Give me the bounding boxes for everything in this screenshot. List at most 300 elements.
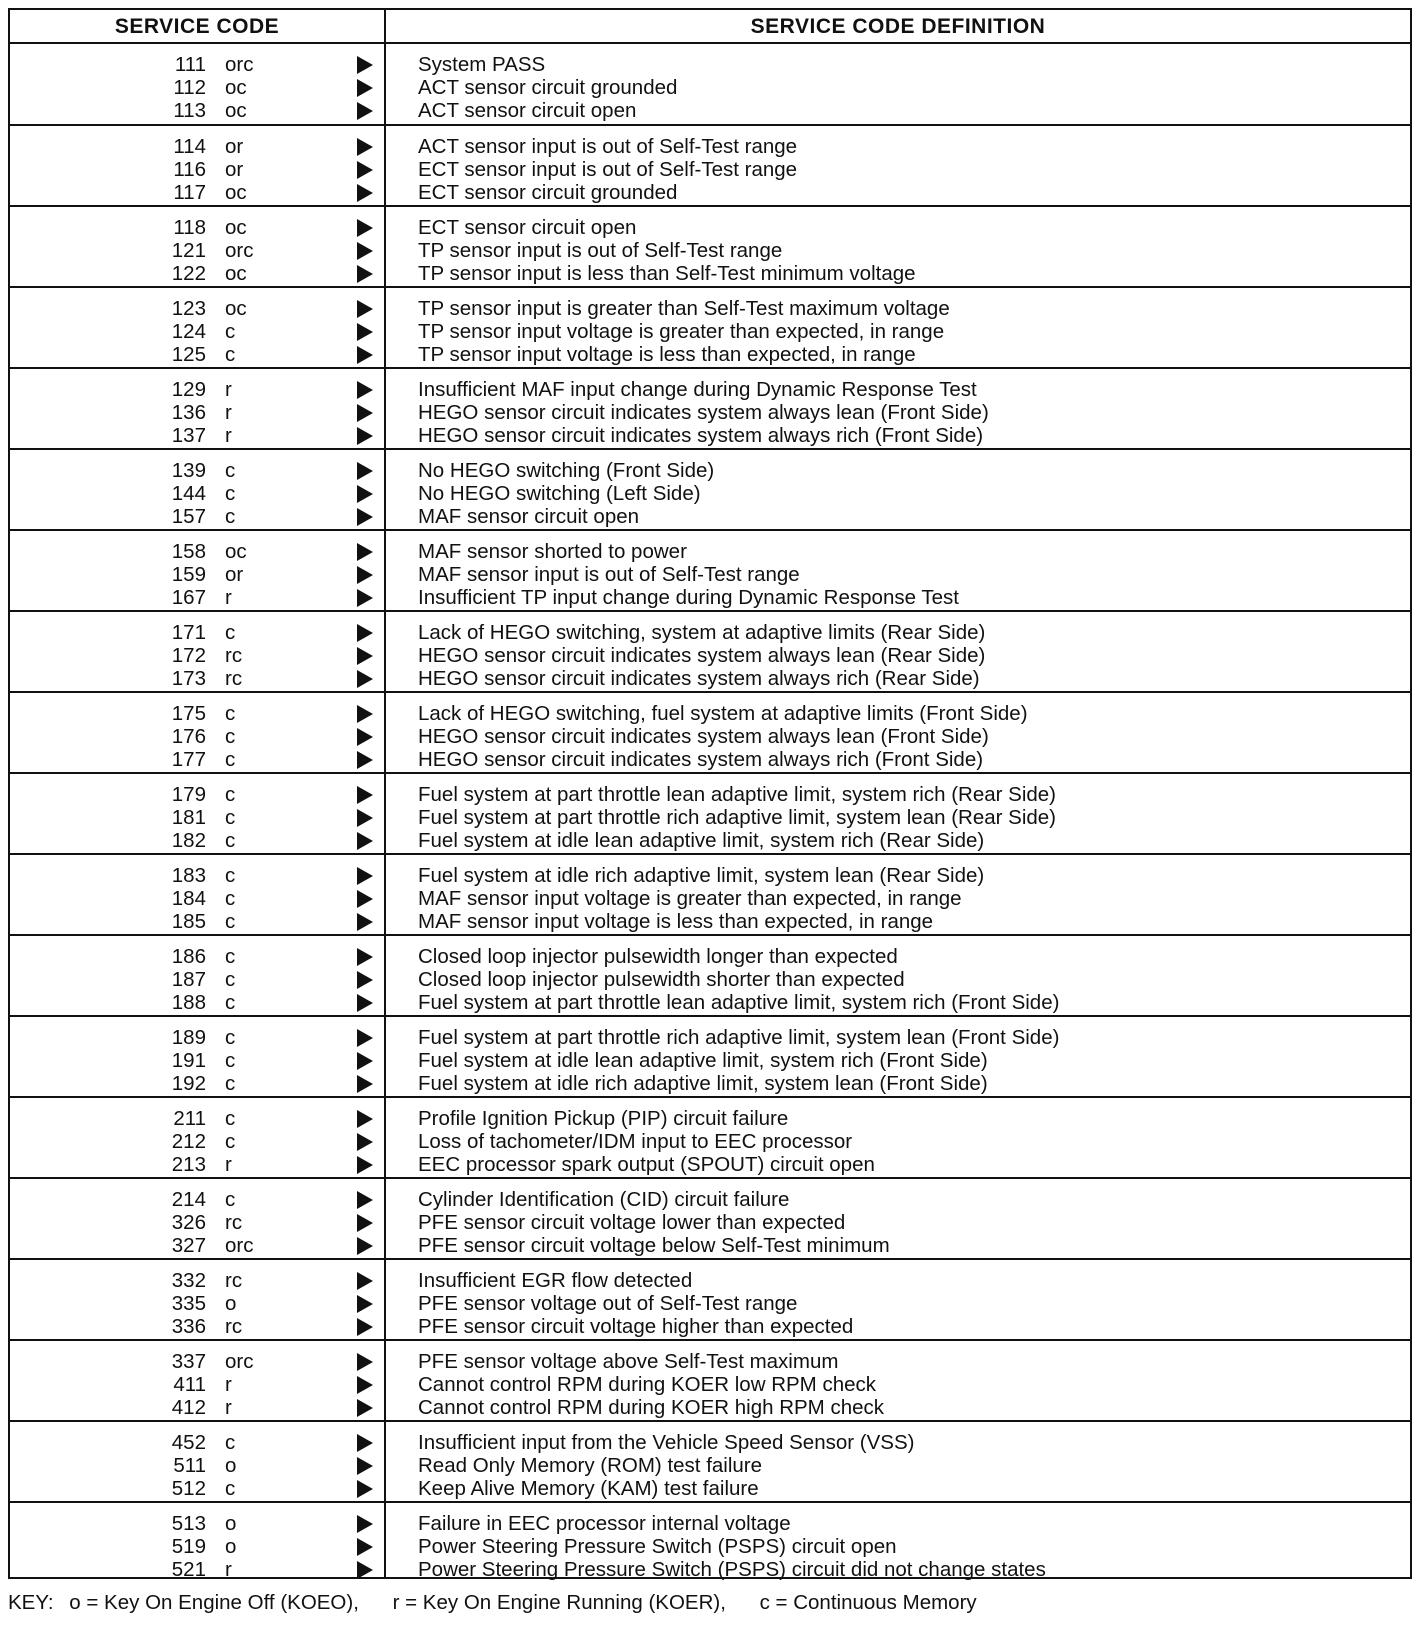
service-code: 159: [171, 563, 206, 586]
test-mode: c: [225, 1107, 236, 1130]
test-mode: r: [225, 378, 232, 401]
test-mode: o: [225, 1512, 237, 1535]
table-row: [10, 262, 1410, 285]
test-mode: r: [225, 1153, 232, 1176]
test-mode: oc: [225, 181, 247, 204]
arrow-right-icon: [357, 346, 373, 364]
arrow-right-icon: [357, 265, 373, 283]
code-definition: Read Only Memory (ROM) test failure: [418, 1454, 763, 1477]
table-row: [10, 99, 1410, 122]
table-row: [10, 53, 1410, 76]
table-row: [10, 1188, 1410, 1211]
code-group: [10, 1015, 1410, 1096]
code-definition: Power Steering Pressure Switch (PSPS) circuit open: [418, 1535, 897, 1558]
service-code: 211: [173, 1107, 206, 1130]
code-definition: HEGO sensor circuit indicates system always rich (Front Side): [418, 424, 984, 447]
arrow-right-icon: [357, 566, 373, 584]
service-code: 129: [171, 378, 206, 401]
header-service-code-definition: SERVICE CODE DEFINITION: [750, 15, 1046, 38]
table-row: [10, 401, 1410, 424]
service-code: 117: [173, 181, 206, 204]
code-definition: ECT sensor circuit open: [418, 216, 637, 239]
table-row: [10, 482, 1410, 505]
test-mode: c: [225, 945, 236, 968]
arrow-right-icon: [357, 381, 373, 399]
table-row: [10, 135, 1410, 158]
code-definition: Fuel system at idle rich adaptive limit, system lean (Front Side): [418, 1072, 988, 1095]
table-row: [10, 829, 1410, 852]
test-mode: c: [225, 748, 236, 771]
arrow-right-icon: [357, 1237, 373, 1255]
test-mode: rc: [225, 1211, 243, 1234]
code-definition: Fuel system at part throttle rich adaptive limit, system lean (Rear Side): [418, 806, 1057, 829]
table-row: [10, 1477, 1410, 1500]
test-mode: c: [225, 1431, 236, 1454]
service-code: 336: [171, 1315, 206, 1338]
table-row: [10, 424, 1410, 447]
code-group: [10, 853, 1410, 934]
code-definition: System PASS: [418, 53, 546, 76]
test-mode: c: [225, 320, 236, 343]
code-definition: TP sensor input is less than Self-Test minimum voltage: [418, 262, 916, 285]
code-definition: HEGO sensor circuit indicates system always lean (Front Side): [418, 401, 989, 424]
test-mode: c: [225, 1477, 236, 1500]
test-mode: c: [225, 887, 236, 910]
service-code: 167: [171, 586, 206, 609]
service-code: 114: [173, 135, 206, 158]
test-mode: or: [225, 158, 244, 181]
arrow-right-icon: [357, 1353, 373, 1371]
header-service-code: SERVICE CODE: [114, 15, 280, 38]
test-mode: oc: [225, 297, 247, 320]
test-mode: or: [225, 135, 244, 158]
arrow-right-icon: [357, 890, 373, 908]
table-row: [10, 1234, 1410, 1257]
table-row: [10, 158, 1410, 181]
test-mode: rc: [225, 1315, 243, 1338]
test-mode: c: [225, 725, 236, 748]
table-row: [10, 806, 1410, 829]
code-definition: Fuel system at idle lean adaptive limit, system rich (Front Side): [418, 1049, 988, 1072]
arrow-right-icon: [357, 1434, 373, 1452]
arrow-right-icon: [357, 242, 373, 260]
code-definition: Fuel system at part throttle lean adaptive limit, system rich (Front Side): [418, 991, 1060, 1014]
table-row: [10, 748, 1410, 771]
test-mode: oc: [225, 99, 247, 122]
service-code: 183: [171, 864, 206, 887]
table-row: [10, 297, 1410, 320]
code-definition: Insufficient MAF input change during Dynamic Response Test: [418, 378, 977, 401]
arrow-right-icon: [357, 913, 373, 931]
table-row: [10, 1373, 1410, 1396]
code-definition: PFE sensor circuit voltage below Self-Test minimum: [418, 1234, 890, 1257]
table-row: [10, 1315, 1410, 1338]
code-definition: Keep Alive Memory (KAM) test failure: [418, 1477, 759, 1500]
code-definition: ECT sensor circuit grounded: [418, 181, 678, 204]
code-definition: No HEGO switching (Front Side): [418, 459, 715, 482]
code-definition: Fuel system at idle lean adaptive limit, system rich (Rear Side): [418, 829, 985, 852]
test-mode: rc: [225, 667, 243, 690]
code-definition: Cannot control RPM during KOER low RPM check: [418, 1373, 877, 1396]
arrow-right-icon: [357, 79, 373, 97]
arrow-right-icon: [357, 705, 373, 723]
code-definition: PFE sensor voltage above Self-Test maximum: [418, 1350, 839, 1373]
table-row: [10, 702, 1410, 725]
table-row: [10, 459, 1410, 482]
test-mode: c: [225, 1188, 236, 1211]
table-row: [10, 968, 1410, 991]
test-mode: c: [225, 910, 236, 933]
arrow-right-icon: [357, 1133, 373, 1151]
service-code: 137: [171, 424, 206, 447]
table-row: [10, 343, 1410, 366]
code-definition: Loss of tachometer/IDM input to EEC processor: [418, 1130, 853, 1153]
test-mode: c: [225, 459, 236, 482]
service-code: 326: [171, 1211, 206, 1234]
service-code: 521: [171, 1558, 206, 1581]
table-row: [10, 1350, 1410, 1373]
test-mode: rc: [225, 1269, 243, 1292]
table-row: [10, 540, 1410, 563]
arrow-right-icon: [357, 1052, 373, 1070]
code-definition: Power Steering Pressure Switch (PSPS) circuit did not change states: [418, 1558, 1046, 1581]
table-row: [10, 725, 1410, 748]
arrow-right-icon: [357, 485, 373, 503]
table-row: [10, 887, 1410, 910]
table-row: [10, 644, 1410, 667]
table-row: [10, 76, 1410, 99]
code-definition: TP sensor input voltage is greater than expected, in range: [418, 320, 945, 343]
table-row: [10, 864, 1410, 887]
code-group: [10, 124, 1410, 205]
table-row: [10, 1153, 1410, 1176]
arrow-right-icon: [357, 1295, 373, 1313]
service-code: 158: [171, 540, 206, 563]
service-code: 172: [171, 644, 206, 667]
test-mode: r: [225, 401, 232, 424]
test-mode: c: [225, 806, 236, 829]
code-group: [10, 1501, 1410, 1582]
test-mode: oc: [225, 262, 247, 285]
key-legend: [8, 1591, 977, 1615]
code-definition: MAF sensor input is out of Self-Test range: [418, 563, 800, 586]
key-o: o = Key On Engine Off (KOEO),: [69, 1591, 359, 1614]
service-code-table: [8, 8, 1412, 1579]
code-definition: Profile Ignition Pickup (PIP) circuit failure: [418, 1107, 789, 1130]
table-row: [10, 1292, 1410, 1315]
service-code: 118: [173, 216, 206, 239]
table-row: [10, 505, 1410, 528]
code-group: [10, 448, 1410, 529]
service-code: 187: [171, 968, 206, 991]
code-definition: HEGO sensor circuit indicates system always lean (Front Side): [418, 725, 989, 748]
key-label: KEY:: [8, 1591, 54, 1614]
arrow-right-icon: [357, 589, 373, 607]
table-row: [10, 945, 1410, 968]
code-definition: No HEGO switching (Left Side): [418, 482, 701, 505]
test-mode: c: [225, 829, 236, 852]
service-code: 337: [171, 1350, 206, 1373]
service-code: 192: [171, 1072, 206, 1095]
table-row: [10, 378, 1410, 401]
arrow-right-icon: [357, 161, 373, 179]
arrow-right-icon: [357, 427, 373, 445]
test-mode: c: [225, 1130, 236, 1153]
test-mode: orc: [225, 1350, 254, 1373]
test-mode: o: [225, 1292, 237, 1315]
table-row: [10, 1512, 1410, 1535]
arrow-right-icon: [357, 728, 373, 746]
service-code: 184: [171, 887, 206, 910]
code-definition: Closed loop injector pulsewidth longer than expected: [418, 945, 898, 968]
service-code: 213: [171, 1153, 206, 1176]
code-definition: HEGO sensor circuit indicates system always lean (Rear Side): [418, 644, 986, 667]
service-code: 335: [171, 1292, 206, 1315]
arrow-right-icon: [357, 1191, 373, 1209]
service-code: 181: [171, 806, 206, 829]
code-definition: Insufficient input from the Vehicle Speed Sensor (VSS): [418, 1431, 915, 1454]
table-row: [10, 216, 1410, 239]
table-row: [10, 1211, 1410, 1234]
test-mode: orc: [225, 239, 254, 262]
arrow-right-icon: [357, 300, 373, 318]
test-mode: o: [225, 1454, 237, 1477]
test-mode: r: [225, 586, 232, 609]
arrow-right-icon: [357, 751, 373, 769]
test-mode: c: [225, 482, 236, 505]
test-mode: c: [225, 1072, 236, 1095]
arrow-right-icon: [357, 809, 373, 827]
service-code: 124: [171, 320, 206, 343]
arrow-right-icon: [357, 1515, 373, 1533]
test-mode: o: [225, 1535, 237, 1558]
key-c: c = Continuous Memory: [759, 1591, 977, 1614]
arrow-right-icon: [357, 1399, 373, 1417]
code-definition: Insufficient TP input change during Dynamic Response Test: [418, 586, 959, 609]
table-row: [10, 320, 1410, 343]
service-code: 139: [171, 459, 206, 482]
test-mode: oc: [225, 216, 247, 239]
code-definition: PFE sensor circuit voltage lower than expected: [418, 1211, 846, 1234]
arrow-right-icon: [357, 1156, 373, 1174]
code-group: [10, 1096, 1410, 1177]
code-definition: Cannot control RPM during KOER high RPM check: [418, 1396, 885, 1419]
service-code: 185: [171, 910, 206, 933]
service-code: 121: [171, 239, 206, 262]
arrow-right-icon: [357, 670, 373, 688]
arrow-right-icon: [357, 508, 373, 526]
service-code: 176: [171, 725, 206, 748]
service-code: 189: [171, 1026, 206, 1049]
code-definition: ACT sensor circuit grounded: [418, 76, 678, 99]
arrow-right-icon: [357, 56, 373, 74]
test-mode: c: [225, 505, 236, 528]
service-code: 173: [171, 667, 206, 690]
arrow-right-icon: [357, 323, 373, 341]
code-definition: Closed loop injector pulsewidth shorter than expected: [418, 968, 905, 991]
table-row: [10, 239, 1410, 262]
arrow-right-icon: [357, 1376, 373, 1394]
table-row: [10, 667, 1410, 690]
arrow-right-icon: [357, 1110, 373, 1128]
arrow-right-icon: [357, 948, 373, 966]
code-definition: TP sensor input is greater than Self-Test maximum voltage: [418, 297, 950, 320]
code-group: [10, 1177, 1410, 1258]
test-mode: c: [225, 1049, 236, 1072]
code-definition: MAF sensor circuit open: [418, 505, 640, 528]
code-definition: MAF sensor input voltage is greater than expected, in range: [418, 887, 962, 910]
code-group: [10, 529, 1410, 610]
service-code: 212: [171, 1130, 206, 1153]
code-group: [10, 1420, 1410, 1501]
service-code: 144: [171, 482, 206, 505]
code-definition: PFE sensor circuit voltage higher than expected: [418, 1315, 854, 1338]
service-code: 136: [171, 401, 206, 424]
test-mode: c: [225, 864, 236, 887]
table-row: [10, 910, 1410, 933]
code-group: [10, 286, 1410, 367]
test-mode: rc: [225, 644, 243, 667]
arrow-right-icon: [357, 219, 373, 237]
test-mode: c: [225, 783, 236, 806]
arrow-right-icon: [357, 624, 373, 642]
arrow-right-icon: [357, 1538, 373, 1556]
service-code: 327: [171, 1234, 206, 1257]
table-row: [10, 1049, 1410, 1072]
code-definition: TP sensor input voltage is less than expected, in range: [418, 343, 916, 366]
arrow-right-icon: [357, 404, 373, 422]
arrow-right-icon: [357, 462, 373, 480]
code-group: [10, 1339, 1410, 1420]
code-definition: PFE sensor voltage out of Self-Test range: [418, 1292, 798, 1315]
service-code: 179: [171, 783, 206, 806]
service-code: 111: [174, 53, 206, 76]
table-row: [10, 1454, 1410, 1477]
service-code: 513: [171, 1512, 206, 1535]
arrow-right-icon: [357, 1075, 373, 1093]
code-definition: TP sensor input is out of Self-Test range: [418, 239, 783, 262]
arrow-right-icon: [357, 647, 373, 665]
code-group: [10, 934, 1410, 1015]
table-row: [10, 1269, 1410, 1292]
table-row: [10, 1130, 1410, 1153]
table-row: [10, 1026, 1410, 1049]
table-row: [10, 1107, 1410, 1130]
service-code: 177: [171, 748, 206, 771]
arrow-right-icon: [357, 867, 373, 885]
service-code: 519: [171, 1535, 206, 1558]
test-mode: r: [225, 1558, 232, 1581]
arrow-right-icon: [357, 1457, 373, 1475]
test-mode: r: [225, 1396, 232, 1419]
arrow-right-icon: [357, 994, 373, 1012]
arrow-right-icon: [357, 1318, 373, 1336]
test-mode: c: [225, 621, 236, 644]
service-code: 512: [171, 1477, 206, 1500]
test-mode: or: [225, 563, 244, 586]
service-code: 122: [171, 262, 206, 285]
code-definition: MAF sensor shorted to power: [418, 540, 687, 563]
code-definition: Insufficient EGR flow detected: [418, 1269, 693, 1292]
arrow-right-icon: [357, 832, 373, 850]
service-code: 214: [171, 1188, 206, 1211]
test-mode: orc: [225, 1234, 254, 1257]
key-r: r = Key On Engine Running (KOER),: [392, 1591, 726, 1614]
table-row: [10, 783, 1410, 806]
table-row: [10, 1558, 1410, 1581]
code-group: [10, 44, 1410, 125]
code-definition: ACT sensor input is out of Self-Test range: [418, 135, 798, 158]
test-mode: c: [225, 991, 236, 1014]
test-mode: oc: [225, 540, 247, 563]
service-code: 125: [171, 343, 206, 366]
code-definition: Fuel system at part throttle rich adaptive limit, system lean (Front Side): [418, 1026, 1060, 1049]
table-row: [10, 1072, 1410, 1095]
arrow-right-icon: [357, 1272, 373, 1290]
table-row: [10, 181, 1410, 204]
code-group: [10, 772, 1410, 853]
code-definition: ACT sensor circuit open: [418, 99, 637, 122]
service-code: 511: [173, 1454, 206, 1477]
service-code: 182: [171, 829, 206, 852]
test-mode: c: [225, 343, 236, 366]
code-group: [10, 205, 1410, 286]
code-definition: HEGO sensor circuit indicates system always rich (Rear Side): [418, 667, 980, 690]
service-code: 157: [171, 505, 206, 528]
code-definition: Fuel system at idle rich adaptive limit, system lean (Rear Side): [418, 864, 985, 887]
service-code: 452: [171, 1431, 206, 1454]
service-code: 175: [171, 702, 206, 725]
service-code: 191: [171, 1049, 206, 1072]
test-mode: c: [225, 968, 236, 991]
code-definition: ECT sensor input is out of Self-Test range: [418, 158, 798, 181]
table-row: [10, 1535, 1410, 1558]
service-code: 116: [173, 158, 206, 181]
test-mode: c: [225, 702, 236, 725]
service-code: 332: [171, 1269, 206, 1292]
arrow-right-icon: [357, 102, 373, 120]
code-definition: Failure in EEC processor internal voltage: [418, 1512, 791, 1535]
table-row: [10, 586, 1410, 609]
code-group: [10, 367, 1410, 448]
service-code: 411: [173, 1373, 206, 1396]
code-group: [10, 1258, 1410, 1339]
code-definition: Cylinder Identification (CID) circuit failure: [418, 1188, 790, 1211]
arrow-right-icon: [357, 1214, 373, 1232]
service-code: 188: [171, 991, 206, 1014]
arrow-right-icon: [357, 1480, 373, 1498]
arrow-right-icon: [357, 1029, 373, 1047]
table-row: [10, 1396, 1410, 1419]
table-row: [10, 563, 1410, 586]
test-mode: r: [225, 1373, 232, 1396]
arrow-right-icon: [357, 543, 373, 561]
arrow-right-icon: [357, 786, 373, 804]
test-mode: orc: [225, 53, 254, 76]
service-code: 123: [171, 297, 206, 320]
test-mode: oc: [225, 76, 247, 99]
table-row: [10, 991, 1410, 1014]
service-code: 112: [173, 76, 206, 99]
code-group: [10, 691, 1410, 772]
code-definition: Fuel system at part throttle lean adaptive limit, system rich (Rear Side): [418, 783, 1057, 806]
arrow-right-icon: [357, 1561, 373, 1579]
service-code: 113: [173, 99, 206, 122]
code-definition: HEGO sensor circuit indicates system always rich (Front Side): [418, 748, 984, 771]
service-code: 186: [171, 945, 206, 968]
code-definition: Lack of HEGO switching, fuel system at adaptive limits (Front Side): [418, 702, 1028, 725]
arrow-right-icon: [357, 971, 373, 989]
